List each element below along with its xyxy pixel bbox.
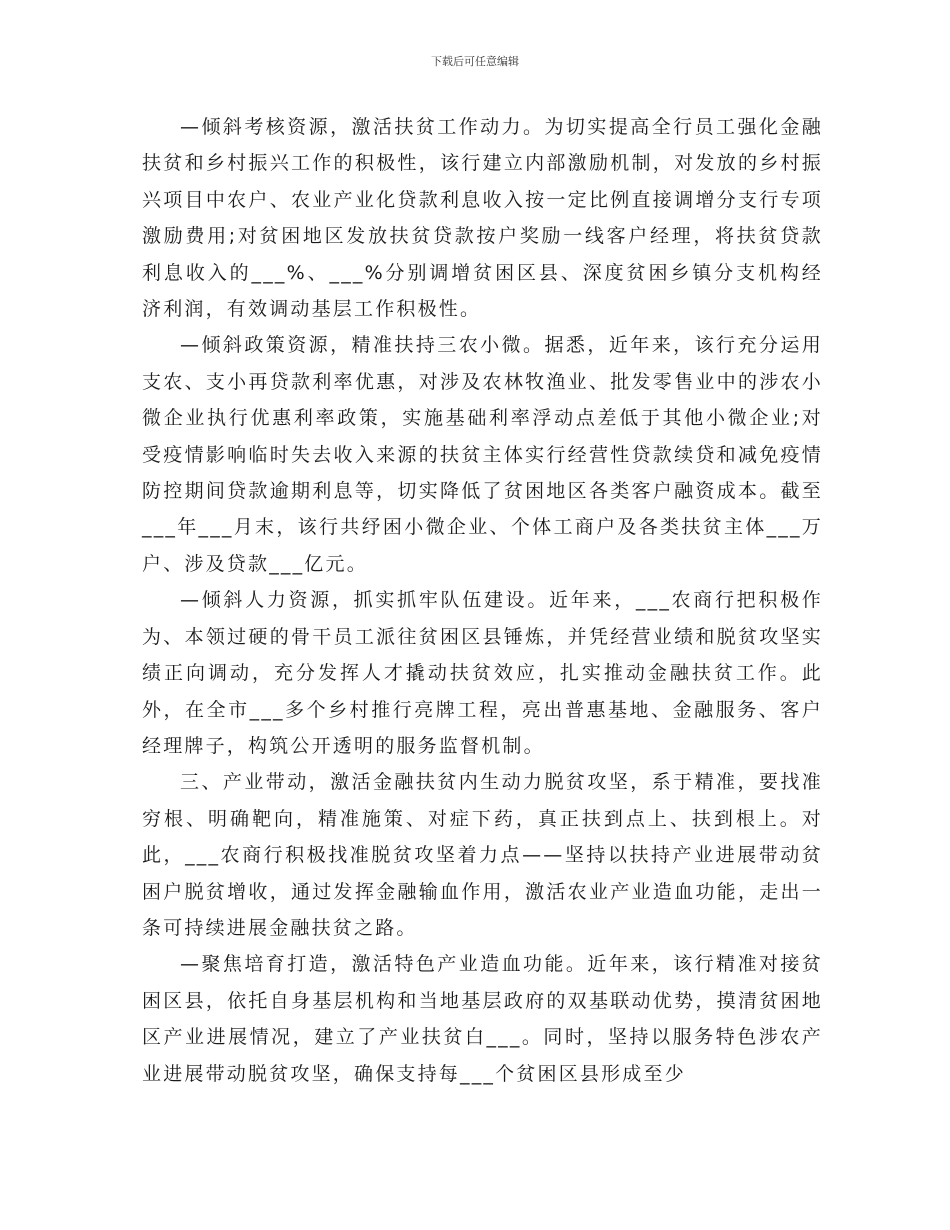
page-header: 下载后可任意编辑 [431, 55, 519, 68]
paragraph-human-resources: —倾斜人力资源，抓实抓牢队伍建设。近年来，___农商行把积极作为、本领过硬的骨干员工派往贫困区县锤炼，并凭经营业绩和脱贫攻坚实绩正向调动，充分发挥人才撬动扶贫效应，扎实推动金融扶贫工作。此外，在全市___多个乡村推行亮牌工程，亮出普惠基地、金融服务、客户经理牌子，构筑公开透明的服务监督机制。 [142, 589, 823, 757]
paragraph-industry-drive: 三、产业带动，激活金融扶贫内生动力脱贫攻坚，系于精准，要找准穷根、明确靶向，精准施策、对症下药，真正扶到点上、扶到根上。对此，___农商行积极找准脱贫攻坚着力点——坚持以扶持产业进展带动贫困户脱贫增收，通过发挥金融输血作用，激活农业产业造血功能，走出一条可持续进展金融扶贫之路。 [142, 771, 823, 939]
paragraph-policy-resources: —倾斜政策资源，精准扶持三农小微。据悉，近年来，该行充分运用支农、支小再贷款利率优惠，对涉及农林牧渔业、批发零售业中的涉农小微企业执行优惠利率政策，实施基础利率浮动点差低于其他小微企业;对受疫情影响临时失去收入来源的扶贫主体实行经营性贷款续贷和减免疫情防控期间贷款逾期利息等，切实降低了贫困地区各类客户融资成本。截至___年___月末，该行共纾困小微企业、个体工商户及各类扶贫主体___万户、涉及贷款___亿元。 [142, 334, 823, 575]
paragraph-assessment-resources: —倾斜考核资源，激活扶贫工作动力。为切实提高全行员工强化金融扶贫和乡村振兴工作的积极性，该行建立内部激励机制，对发放的乡村振兴项目中农户、农业产业化贷款利息收入按一定比例直接调增分支行专项激励费用;对贫困地区发放扶贫贷款按户奖励一线客户经理，将扶贫贷款利息收入的___%、___%分别调增贫困区县、深度贫困乡镇分支机构经济利润，有效调动基层工作积极性。 [142, 116, 823, 321]
document-body [142, 109, 823, 1092]
paragraph-cultivation-focus: —聚焦培育打造，激活特色产业造血功能。近年来，该行精准对接贫困区县，依托自身基层机构和当地基层政府的双基联动优势，摸清贫困地区产业进展情况，建立了产业扶贫白___。同时，坚持以服务特色涉农产业进展带动脱贫攻坚，确保支持每___个贫困区县形成至少 [142, 953, 823, 1085]
